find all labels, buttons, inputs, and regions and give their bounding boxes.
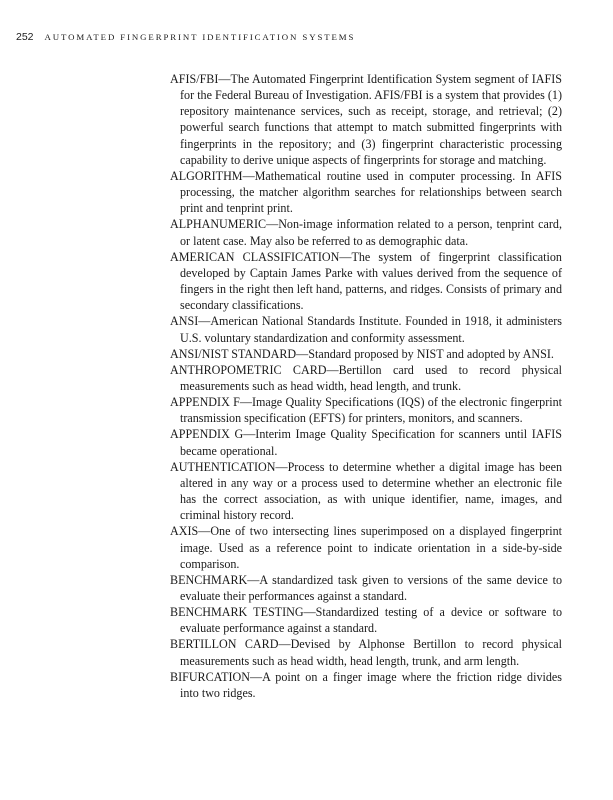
entry-separator: — (242, 168, 255, 183)
glossary-entry-ansi-nist-standard (170, 346, 562, 362)
glossary-entry-appendix-g (170, 426, 562, 458)
entry-term: BENCHMARK TESTING (170, 605, 304, 620)
entry-separator: — (243, 427, 256, 442)
book-title: AUTOMATED FINGERPRINT IDENTIFICATION SYSTEMS (44, 32, 356, 42)
entry-definition: Bertillon card used to record physical measurements such as head width, head length, and trunk. (180, 362, 562, 393)
entry-definition: Process to determine whether a digital image has been altered in any way or a process used to determine whether an electronic file has the correct association, as with unique identifier, name, images, and criminal history record. (180, 459, 562, 523)
entry-term: BERTILLON CARD (170, 637, 279, 652)
entry-definition: The Automated Fingerprint Identification System segment of IAFIS for the Federal Bureau of Investigation. AFIS/FBI is a system that provides (1) repository maintenance services, such as receipt, storage, and retrieval; (2) powerful search functions that attempt to match submitted fingerprints with fingerprints in the repository; and (3) fingerprint characteristic processing capability to derive unique aspects of fingerprints for storage and matching. (180, 72, 562, 167)
entry-definition: Devised by Alphonse Bertillon to record physical measurements such as head width, head length, trunk, and arm length. (180, 637, 563, 668)
glossary-list (170, 71, 562, 701)
entry-term: ANSI/NIST STANDARD (170, 346, 297, 361)
running-head (16, 29, 597, 43)
entry-definition: Standard proposed by NIST and adopted by ANSI. (308, 346, 554, 361)
glossary-entry-algorithm (170, 168, 562, 216)
entry-definition: American National Standards Institute. Founded in 1918, it administers U.S. voluntary standardization and conformity assessment. (180, 314, 562, 345)
entry-term: APPENDIX G (170, 427, 244, 442)
entry-term: AFIS/FBI (170, 72, 219, 86)
glossary-entry-bifurcation (170, 669, 562, 701)
glossary-entry-authentication (170, 459, 562, 524)
entry-separator: — (249, 669, 263, 684)
entry-term: ANSI (170, 314, 199, 329)
entry-separator: — (198, 314, 211, 329)
glossary-entry-american-classification (170, 249, 562, 314)
entry-separator: — (326, 362, 339, 377)
entry-definition: Standardized testing of a device or software to evaluate performance against a standard. (180, 605, 562, 636)
entry-separator: — (266, 217, 279, 232)
glossary-entry-alphanumeric (170, 216, 562, 248)
entry-definition: The system of fingerprint classification developed by Captain James Parke with values derived from the sequence of fingers in the right then left hand, patterns, and ridges. Consists of primary and secondary classifications. (180, 249, 562, 313)
entry-separator: — (339, 249, 352, 264)
entry-definition: A standardized task given to versions of the same device to evaluate their performances against a standard. (180, 572, 562, 603)
entry-term: AMERICAN CLASSIFICATION (170, 249, 340, 264)
entry-definition: Interim Image Quality Specification for scanners until IAFIS became operational. (180, 427, 562, 458)
glossary-entry-bertillon-card (170, 636, 562, 668)
entry-definition: Mathematical routine used in computer processing. In AFIS processing, the matcher algorithm searches for relationships between search print and tenprint print. (180, 168, 562, 216)
entry-definition: Image Quality Specifications (IQS) of the electronic fingerprint transmission specification (EFTS) for printers, monitors, and scanners. (180, 395, 562, 426)
entry-separator: — (198, 524, 211, 539)
glossary-entry-benchmark-testing (170, 604, 562, 636)
entry-separator: — (247, 572, 260, 587)
entry-definition: One of two intersecting lines superimposed on a displayed fingerprint image. Used as a reference point to indicate orientation in a side-by-side comparison. (180, 524, 562, 571)
entry-separator: — (218, 72, 231, 86)
entry-term: BIFURCATION (170, 669, 250, 684)
entry-definition: A point on a finger image where the friction ridge divides into two ridges. (180, 669, 562, 700)
entry-term: ALPHANUMERIC (170, 217, 267, 232)
glossary-entry-axis (170, 523, 562, 571)
entry-term: ALGORITHM (170, 168, 243, 183)
entry-term: APPENDIX F (170, 395, 240, 410)
entry-separator: — (296, 346, 309, 361)
entry-term: ANTHROPOMETRIC CARD (170, 362, 327, 377)
entry-definition: Non-image information related to a person, tenprint card, or latent case. May also be referred to as demographic data. (180, 217, 562, 248)
glossary-entry-benchmark (170, 572, 562, 604)
glossary-entry-afis-fbi (170, 71, 562, 168)
entry-separator: — (275, 459, 288, 474)
entry-separator: — (278, 637, 291, 652)
entry-term: BENCHMARK (170, 572, 248, 587)
glossary-entry-appendix-f (170, 394, 562, 426)
glossary-entry-anthropometric-card (170, 362, 562, 394)
entry-term: AXIS (170, 524, 199, 539)
entry-separator: — (239, 395, 252, 410)
entry-separator: — (303, 605, 316, 620)
page-number: 252 (16, 31, 34, 43)
glossary-entry-ansi (170, 313, 562, 345)
entry-term: AUTHENTICATION (170, 459, 276, 474)
